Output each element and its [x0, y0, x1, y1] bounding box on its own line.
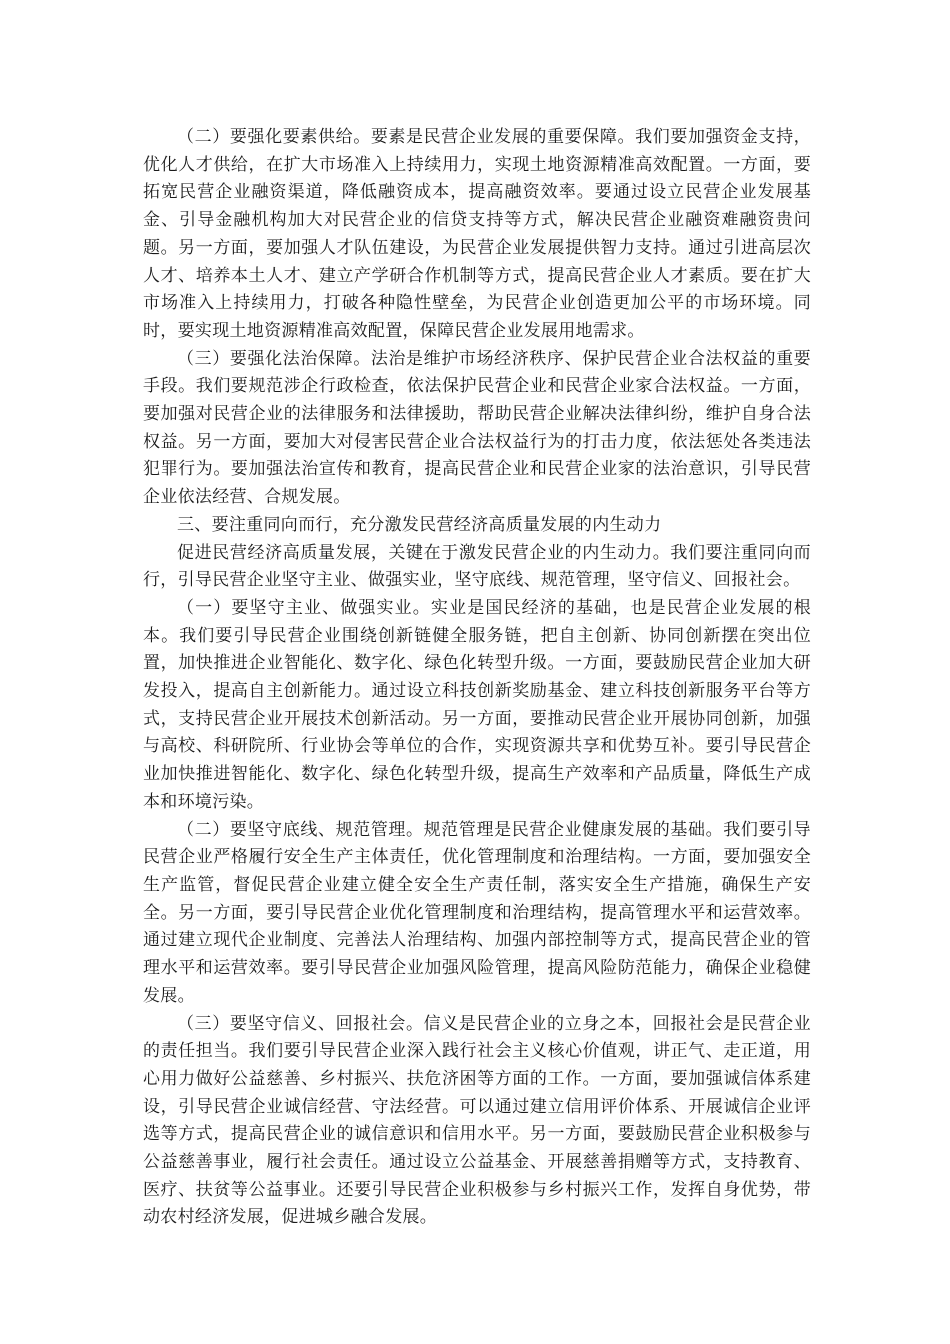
section-heading-three: 三、要注重同向而行，充分激发民营经济高质量发展的内生动力: [177, 514, 662, 535]
paragraph-standardize-management: （二）要坚守底线、规范管理。规范管理是民营企业健康发展的基础。我们要引导民营企业严格履行安全生产主体责任，优化管理制度和治理结构。一方面，要加强安全生产监管，督促民营企业建立健全安全生产责任制，落实安全生产措施，确保生产安全。另一方面，要引导民营企业优化管理制度和治理结构，提高管理水平和运营效率。通过建立现代企业制度、完善法人治理结构、加强内部控制等方式，提高民营企业的管理水平和运营效率。要引导民营企业加强风险管理，提高风险防范能力，确保企业稳健发展。: [143, 819, 811, 1006]
paragraph-strengthen-factor-supply: （二）要强化要素供给。要素是民营企业发展的重要保障。我们要加强资金支持，优化人才供给，在扩大市场准入上持续用力，实现土地资源精准高效配置。一方面，要拓宽民营企业融资渠道，降低融资成本，提高融资效率。要通过设立民营企业发展基金、引导金融机构加大对民营企业的信贷支持等方式，解决民营企业融资难融资贵问题。另一方面，要加强人才队伍建设，为民营企业发展提供智力支持。通过引进高层次人才、培养本土人才、建立产学研合作机制等方式，提高民营企业人才素质。要在扩大市场准入上持续用力，打破各种隐性壁垒，为民营企业创造更加公平的市场环境。同时，要实现土地资源精准高效配置，保障民营企业发展用地需求。: [143, 127, 811, 341]
paragraph-internal-motivation: 促进民营经济高质量发展，关键在于激发民营企业的内生动力。我们要注重同向而行，引导民营企业坚守主业、做强实业，坚守底线、规范管理，坚守信义、回报社会。: [143, 542, 811, 591]
paragraph-focus-main-business: （一）要坚守主业、做强实业。实业是国民经济的基础，也是民营企业发展的根本。我们要引导民营企业围绕创新链健全服务链，把自主创新、协同创新摆在突出位置，加快推进企业智能化、数字化、绿色化转型升级。一方面，要鼓励民营企业加大研发投入，提高自主创新能力。通过设立科技创新奖励基金、建立科技创新服务平台等方式，支持民营企业开展技术创新活动。另一方面，要推动民营企业开展协同创新，加强与高校、科研院所、行业协会等单位的合作，实现资源共享和优势互补。要引导民营企业加快推进智能化、数字化、绿色化转型升级，提高生产效率和产品质量，降低生产成本和环境污染。: [143, 597, 811, 812]
paragraph-strengthen-rule-of-law: （三）要强化法治保障。法治是维护市场经济秩序、保护民营企业合法权益的重要手段。我们要规范涉企行政检查，依法保护民营企业和民营企业家合法权益。一方面，要加强对民营企业的法律服务和法律援助，帮助民营企业解决法律纠纷，维护自身合法权益。另一方面，要加大对侵害民营企业合法权益行为的打击力度，依法惩处各类违法犯罪行为。要加强法治宣传和教育，提高民营企业和民营企业家的法治意识，引导民营企业依法经营、合规发展。: [143, 348, 811, 508]
paragraph-give-back-to-society: （三）要坚守信义、回报社会。信义是民营企业的立身之本，回报社会是民营企业的责任担当。我们要引导民营企业深入践行社会主义核心价值观，讲正气、走正道，用心用力做好公益慈善、乡村振兴、扶危济困等方面的工作。一方面，要加强诚信体系建设，引导民营企业诚信经营、守法经营。可以通过建立信用评价体系、开展诚信企业评选等方式，提高民营企业的诚信意识和信用水平。另一方面，要鼓励民营企业积极参与公益慈善事业，履行社会责任。通过设立公益基金、开展慈善捐赠等方式，支持教育、医疗、扶贫等公益事业。还要引导民营企业积极参与乡村振兴工作，发挥自身优势，带动农村经济发展，促进城乡融合发展。: [143, 1013, 811, 1228]
document-body: [143, 124, 811, 1232]
